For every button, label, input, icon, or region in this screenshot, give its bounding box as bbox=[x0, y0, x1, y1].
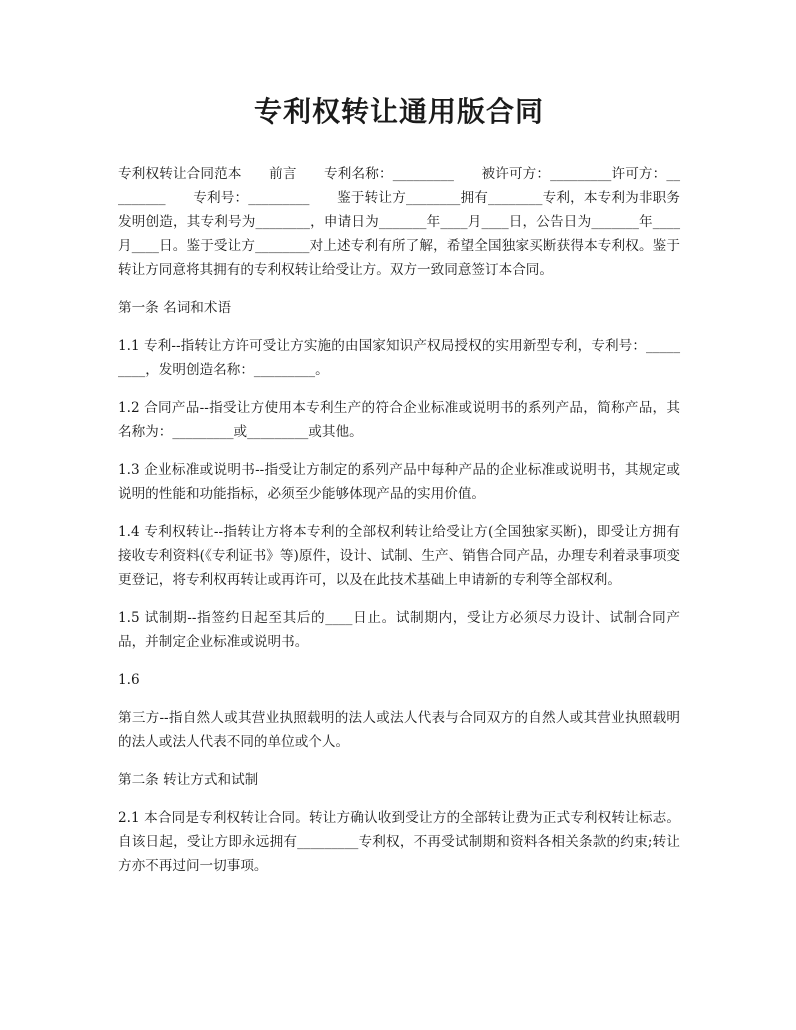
clause-1-2: 1.2 合同产品--指受让方使用本专利生产的符合企业标准或说明书的系列产品，简称产品，其名称为：_________或_________或其他。 bbox=[118, 400, 680, 440]
document-title: 专利权转让通用版合同 bbox=[253, 95, 544, 128]
clause-1-1: 1.1 专利--指转让方许可受让方实施的由国家知识产权局授权的实用新型专利，专利号：_________，发明创造名称：_________。 bbox=[118, 338, 680, 378]
clause-2-1: 2.1 本合同是专利权转让合同。转让方确认收到受让方的全部转让费为正式专利权转让标志。自该日起，受让方即永远拥有_________专利权，不再受试制期和资料各相关条款的约束;转让方亦不再过问一切事项。 bbox=[118, 810, 680, 874]
clause-1-5: 1.5 试制期--指签约日起至其后的____日止。试制期内，受让方必须尽力设计、试制合同产品，并制定企业标准或说明书。 bbox=[118, 610, 680, 650]
article-1-heading: 第一条 名词和术语 bbox=[118, 300, 232, 316]
clause-1-3: 1.3 企业标准或说明书--指受让方制定的系列产品中每种产品的企业标准或说明书，其规定或说明的性能和功能指标，必须至少能够体现产品的实用价值。 bbox=[118, 462, 680, 502]
intro-paragraph: 专利权转让合同范本 前言 专利名称：_________ 被许可方：_________许可方：_________ 专利号：_________ 鉴于转让方________拥有________专利，本专利为非职务发明创造，其专利号为________，申请日为_______年____月____日，公告日为_______年____月____日。鉴于受让方________对上述专利有所了解，希望全国独家买断获得本专利权。鉴于转让方同意将其拥有的专利权转让给受让方。双方一致同意签订本合同。 bbox=[118, 166, 680, 278]
clause-1-6: 1.6 bbox=[118, 672, 140, 688]
third-party-definition: 第三方--指自然人或其营业执照载明的法人或法人代表与合同双方的自然人或其营业执照载明的法人或法人代表不同的单位或个人。 bbox=[118, 710, 680, 750]
article-2-heading: 第二条 转让方式和试制 bbox=[118, 772, 259, 788]
clause-1-4: 1.4 专利权转让--指转让方将本专利的全部权利转让给受让方(全国独家买断)，即受让方拥有接收专利资料(《专利证书》等)原件，设计、试制、生产、销售合同产品，办理专利着录事项变更登记，将专利权再转让或再许可，以及在此技术基础上申请新的专利等全部权利。 bbox=[118, 524, 680, 588]
